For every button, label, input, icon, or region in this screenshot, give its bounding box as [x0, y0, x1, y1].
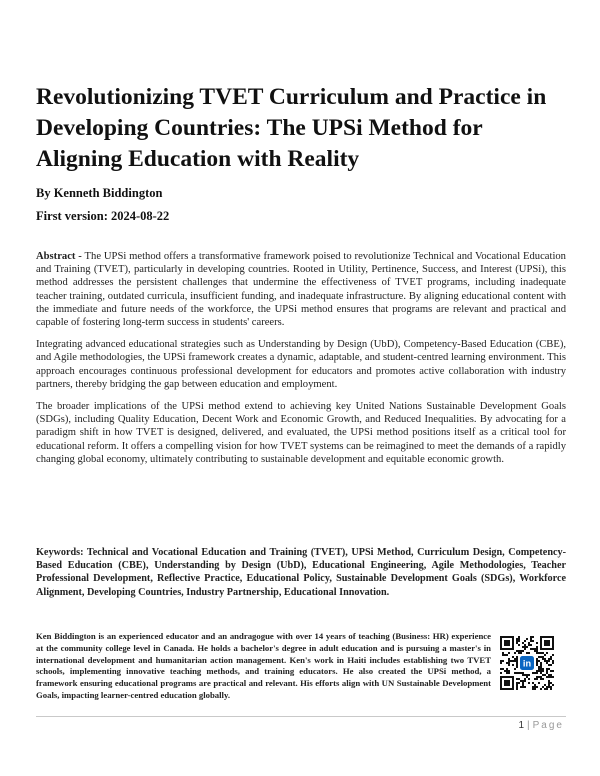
version-line: First version: 2024-08-22 — [36, 209, 170, 223]
abstract-paragraph-3: The broader implications of the UPSi method extend to achieving key United Nations Sustainable Development Goals (SDGs), including Quality Education, Decent Work and Economic Growth, and Reduced Inequalities. By advocating for a paradigm shift in how TVET is designed, delivered, and evaluated, the UPSi method positions itself as a critical tool for educational reform. It offers a compelling vision for how TVET systems can be reimagined to meet the demands of a rapidly changing global economy, ultimately contributing to sustainable development and equitable economic growth. — [36, 401, 566, 465]
qr-code-graphic — [500, 636, 554, 690]
page-footer — [518, 720, 564, 731]
page-word: Page — [532, 720, 564, 731]
abstract-paragraph-1 — [36, 250, 566, 329]
footer-divider — [36, 716, 566, 717]
page-separator: | — [527, 720, 530, 731]
abstract-paragraph-2: Integrating advanced educational strategies such as Understanding by Design (UbD), Competency-Based Education (CBE), and Agile methodologies, the UPSi framework creates a dynamic, adaptable, and student-centred learning environment. This approach encourages continuous professional development for educators and promotes active collaboration with industry partners, thereby bridging the gap between education and employment. — [36, 339, 566, 390]
keywords-section: Keywords: Technical and Vocational Education and Training (TVET), UPSi Method, Curriculum Design, Competency-Based Education (CBE), Understanding by Design (UbD), Educational Engineering, Agile Methodologies, Teacher Professional Development, Reflective Practice, Educational Policy, Sustainable Development Goals (SDGs), Workforce Alignment, Developing Countries, Industry Partnership, Educational Innovation. — [36, 547, 566, 598]
linkedin-badge-text: in — [522, 658, 532, 669]
author-bio: Ken Biddington is an experienced educator and an andragogue with over 14 years of teaching (Business: HR) experience at the community college level in Canada. He holds a bachelor's degree in adult education and is pursuing a master's in international development and humanitarian action management. Ken's work in Haiti includes establishing two TVET schools, implementing innovative teaching methods, and training educators. He also created the UPSi method, a framework ensuring educational programs are practical and relevant. His efforts align with UN Sustainable Development Goals, impacting learner-centred education globally. — [36, 631, 491, 700]
page-number: 1 — [518, 720, 525, 731]
author-line: By Kenneth Biddington — [36, 186, 163, 200]
abstract-label: Abstract - — [36, 251, 82, 262]
abstract-paragraph-1-text: The UPSi method offers a transformative framework poised to revolutionize Technical and Vocational Education and Training (TVET), particularly in developing countries. Rooted in Utility, Pertinence, Success, and Interest (UPSi), this method addresses the persistent challenges that undermine the effectiveness of TVET programs, including inadequate teacher training, outdated curricula, insufficient funding, and inadequate infrastructure. By aligning educational content with the immediate and future needs of the workforce, the UPSi method ensures that programs are relevant and practical and capable of fostering long-term success in students' careers. — [36, 251, 566, 329]
abstract-section — [36, 250, 566, 475]
linkedin-qr-code-icon[interactable] — [500, 636, 554, 690]
paper-title: Revolutionizing TVET Curriculum and Practice in Developing Countries: The UPSi Method for Aligning Education with Reality — [36, 84, 547, 172]
